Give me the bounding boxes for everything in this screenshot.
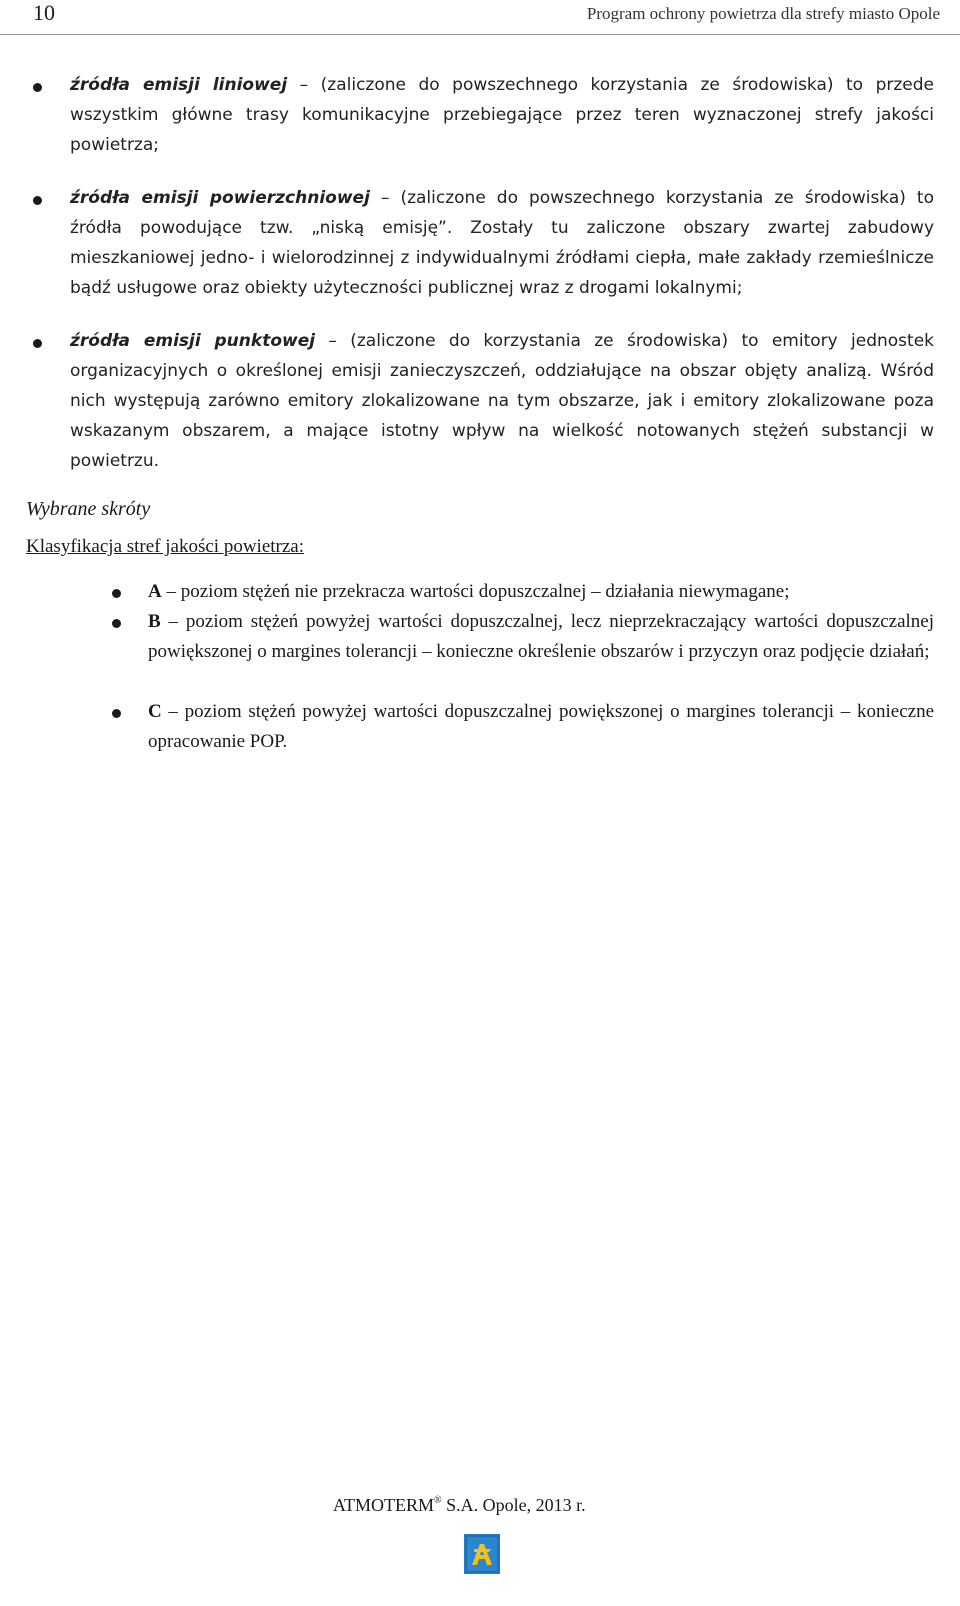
page-header xyxy=(0,0,960,36)
class-description: – poziom stężeń powyżej wartości dopuszczalnej, lecz nieprzekraczający wartości dopuszczalnej powiększonej o margines tolerancji – konieczne określenie obszarów i przyczyn oraz podjęcie działań; xyxy=(148,611,934,662)
term-description: – (zaliczone do powszechnego korzystania ze środowiska) to źródła powodujące tzw. „niską emisję”. Zostały tu zaliczone obszary zwartej zabudowy mieszkaniowej jedno- i wielorodzinnej z indywidualnymi źródłami ciepła, małe zakłady rzemieślnicze bądź usługowe oraz obiekty użyteczności publicznej wraz z drogami lokalnymi; xyxy=(70,188,934,298)
class-description: – poziom stężeń nie przekracza wartości dopuszczalnej – działania niewymagane; xyxy=(161,581,790,602)
list-item-text xyxy=(148,697,934,757)
term-label: źródła emisji powierzchniowej xyxy=(70,188,370,208)
term-label: źródła emisji liniowej xyxy=(70,75,288,95)
term-description: – (zaliczone do powszechnego korzystania ze środowiska) to przede wszystkim główne trasy komunikacyjne przebiegające przez teren wyznaczonej strefy jakości powietrza; xyxy=(70,75,934,155)
page-number: 10 xyxy=(33,0,55,25)
page-footer xyxy=(0,1490,960,1606)
bullet-icon xyxy=(33,196,42,205)
company-name: ATMOTERM xyxy=(333,1495,435,1515)
class-code: C xyxy=(148,701,162,722)
footer-tail: S.A. Opole, 2013 r. xyxy=(441,1495,586,1515)
term-description: – (zaliczone do korzystania ze środowiska) to emitory jednostek organizacyjnych o określonej emisji zanieczyszczeń, oddziałujące na obszar objęty analizą. Wśród nich występują zarówno emitory zlokalizowane na tym obszarze, jak i emitory zlokalizowane poza wskazanym obszarem, a mające istotny wpływ na wielkość notowanych stężeń substancji w powietrzu. xyxy=(70,331,935,471)
atmoterm-logo-icon xyxy=(464,1534,500,1574)
class-code: B xyxy=(148,611,161,632)
list-item-text xyxy=(148,607,934,667)
header-divider xyxy=(0,34,960,35)
list-item-text xyxy=(70,183,934,303)
class-code: A xyxy=(148,581,162,602)
bullet-icon xyxy=(112,589,121,598)
logo-graphic xyxy=(465,1535,499,1573)
running-title: Program ochrony powietrza dla strefy miasto Opole xyxy=(586,4,940,23)
registered-mark: ® xyxy=(434,1495,442,1506)
subheading: Klasyfikacja stref jakości powietrza: xyxy=(26,536,305,557)
class-description: – poziom stężeń powyżej wartości dopuszczalnej powiększonej o margines tolerancji – konieczne opracowanie POP. xyxy=(148,701,934,752)
footer-text xyxy=(333,1495,586,1516)
list-item-text xyxy=(148,577,934,607)
list-item-text xyxy=(70,70,934,160)
bullet-icon xyxy=(33,339,42,348)
section-heading: Wybrane skróty xyxy=(26,498,151,520)
list-item-text xyxy=(70,326,934,476)
bullet-icon xyxy=(112,709,121,718)
bullet-icon xyxy=(112,619,121,628)
bullet-icon xyxy=(33,83,42,92)
term-label: źródła emisji punktowej xyxy=(70,331,316,351)
